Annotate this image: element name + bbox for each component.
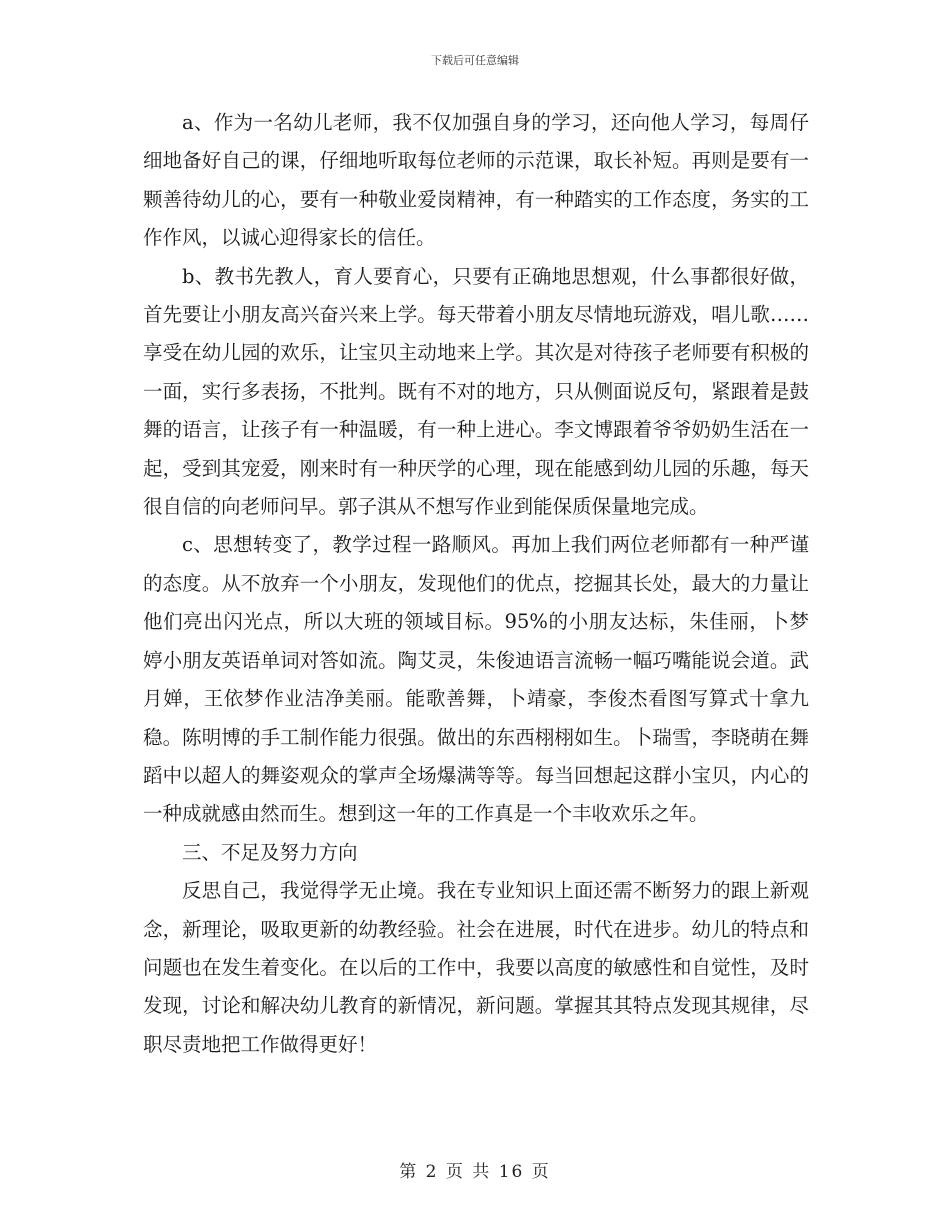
document-body xyxy=(143,104,809,1064)
paragraph-reflection: 反思自己，我觉得学无止境。我在专业知识上面还需不断努力的跟上新观念，新理论，吸取更新的幼教经验。社会在进展，时代在进步。幼儿的特点和问题也在发生着变化。在以后的工作中，我要以高度的敏感性和自觉性，及时发现，讨论和解决幼儿教育的新情况，新问题。掌握其其特点发现其规律，尽职尽责地把工作做得更好！ xyxy=(143,879,809,1056)
paragraph-c: c、思想转变了，教学过程一路顺风。再加上我们两位老师都有一种严谨的态度。从不放弃一个小朋友，发现他们的优点，挖掘其长处，最大的力量让他们亮出闪光点，所以大班的领域目标。95%的小朋友达标，朱佳丽，卜梦婷小朋友英语单词对答如流。陶艾灵，朱俊迪语言流畅一幅巧嘴能说会道。武月婵，王依梦作业洁净美丽。能歌善舞，卜靖豪，李俊杰看图写算式十拿九稳。陈明博的手工制作能力很强。做出的东西栩栩如生。卜瑞雪，李晓萌在舞蹈中以超人的舞姿观众的掌声全场爆满等等。每当回想起这群小宝贝，内心的一种成就感由然而生。想到这一年的工作真是一个丰收欢乐之年。 xyxy=(143,533,809,826)
paragraph-b: b、教书先教人，育人要育心，只要有正确地思想观，什么事都很好做，首先要让小朋友高兴奋兴来上学。每天带着小朋友尽情地玩游戏，唱儿歌……享受在幼儿园的欢乐，让宝贝主动地来上学。其次是对待孩子老师要有积极的一面，实行多表扬，不批判。既有不对的地方，只从侧面说反句，紧跟着是鼓舞的语言，让孩子有一种温暖，有一种上进心。李文博跟着爷爷奶奶生活在一起，受到其宠爱，刚来时有一种厌学的心理，现在能感到幼儿园的乐趣，每天很自信的向老师问早。郭子淇从不想写作业到能保质保量地完成。 xyxy=(143,264,809,519)
page-header: 下载后可任意编辑 xyxy=(431,54,519,67)
page-number-footer: 第 2 页 共 16 页 xyxy=(399,1162,551,1182)
section-heading: 三、不足及努力方向 xyxy=(182,840,358,864)
paragraph-a: a、作为一名幼儿老师，我不仅加强自身的学习，还向他人学习，每周仔细地备好自己的课，仔细地听取每位老师的示范课，取长补短。再则是要有一颗善待幼儿的心，要有一种敬业爱岗精神，有一种踏实的工作态度，务实的工作作风，以诚心迎得家长的信任。 xyxy=(143,111,809,250)
